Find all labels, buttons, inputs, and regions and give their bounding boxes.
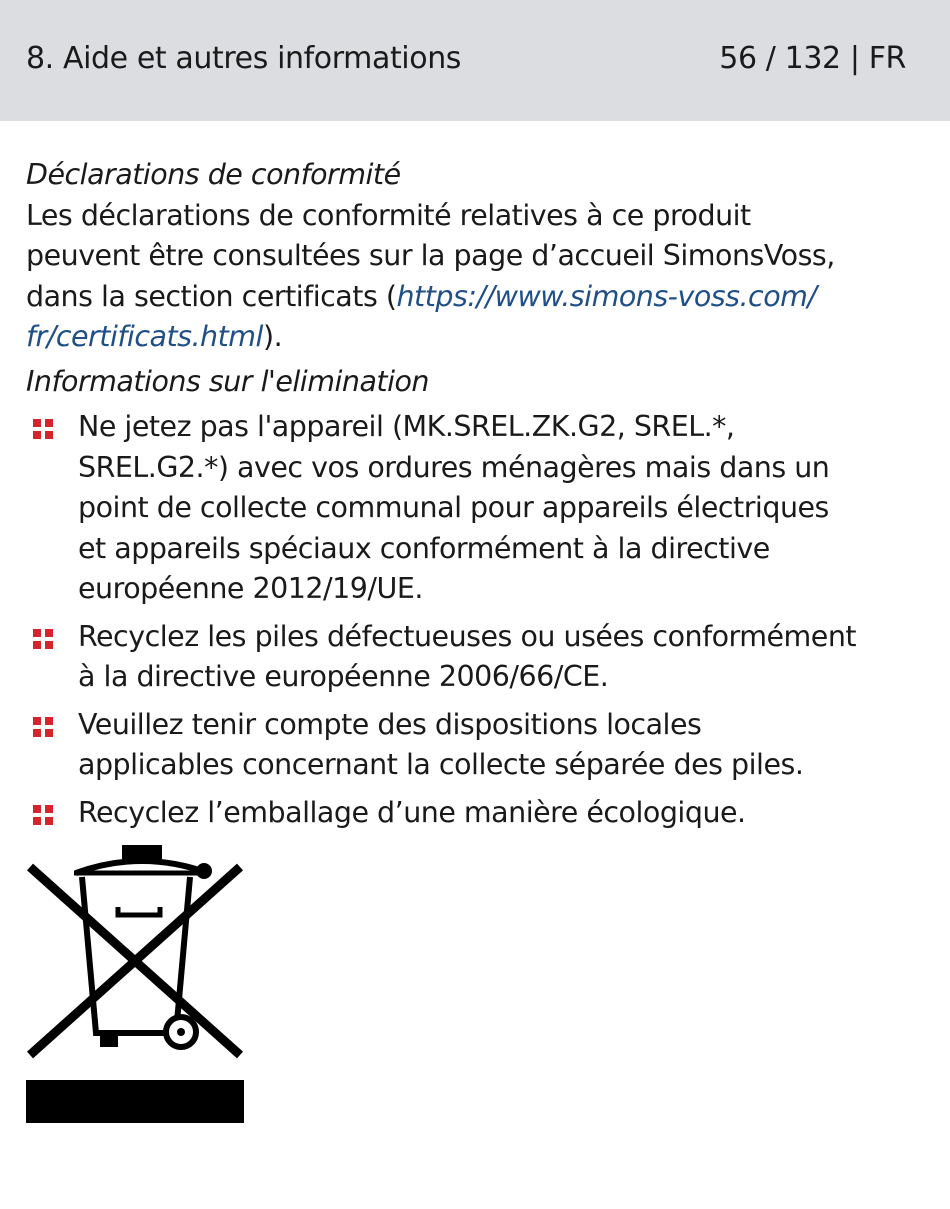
- certificates-link[interactable]: https://www.simons-voss.com/: [396, 279, 817, 313]
- list-item: [26, 705, 916, 786]
- page-indicator: 56 / 132 | FR: [719, 41, 906, 76]
- list-item: [26, 617, 916, 698]
- page-content: [26, 155, 916, 840]
- red-square-bullet-icon: [33, 805, 53, 825]
- disposal-heading: Informations sur l'elimination: [26, 364, 429, 398]
- conformity-line: Les déclarations de conformité relatives à ce produit: [26, 198, 751, 232]
- list-item: [26, 407, 916, 610]
- list-item-line: à la directive européenne 2006/66/CE.: [78, 660, 609, 693]
- red-square-bullet-icon: [33, 419, 53, 439]
- conformity-line: peuvent être consultées sur la page d’accueil SimonsVoss,: [26, 239, 835, 272]
- section-title: 8. Aide et autres informations: [26, 41, 462, 76]
- conformity-paragraph: [26, 196, 916, 358]
- certificates-link-continued[interactable]: fr/certificats.html: [26, 320, 263, 353]
- conformity-line: [26, 277, 916, 318]
- list-item-line: point de collecte communal pour appareils électriques: [78, 491, 829, 524]
- red-square-bullet-icon: [33, 717, 53, 737]
- conformity-line-prefix: dans la section certificats (: [26, 279, 397, 313]
- list-item: [26, 793, 916, 834]
- conformity-line-suffix: ).: [262, 320, 283, 353]
- red-square-bullet-icon: [33, 629, 53, 649]
- list-item-line: européenne 2012/19/UE.: [78, 572, 423, 605]
- disposal-list: [26, 407, 916, 833]
- conformity-line: [26, 317, 916, 358]
- list-item-line: Recyclez l’emballage d’une manière écologique.: [78, 795, 746, 829]
- conformity-heading: Déclarations de conformité: [26, 158, 401, 191]
- list-item-line: Recyclez les piles défectueuses ou usées conformément: [78, 619, 857, 653]
- page-header: [0, 0, 950, 121]
- crossed-out-wheelie-bin-icon: [26, 843, 244, 1125]
- list-item-line: applicables concernant la collecte séparée des piles.: [78, 748, 804, 781]
- list-item-line: SREL.G2.*) avec vos ordures ménagères mais dans un: [78, 450, 830, 484]
- list-item-line: Ne jetez pas l'appareil (MK.SREL.ZK.G2, SREL.*,: [78, 410, 735, 443]
- list-item-line: Veuillez tenir compte des dispositions locales: [78, 707, 702, 741]
- list-item-line: et appareils spéciaux conformément à la directive: [78, 531, 770, 565]
